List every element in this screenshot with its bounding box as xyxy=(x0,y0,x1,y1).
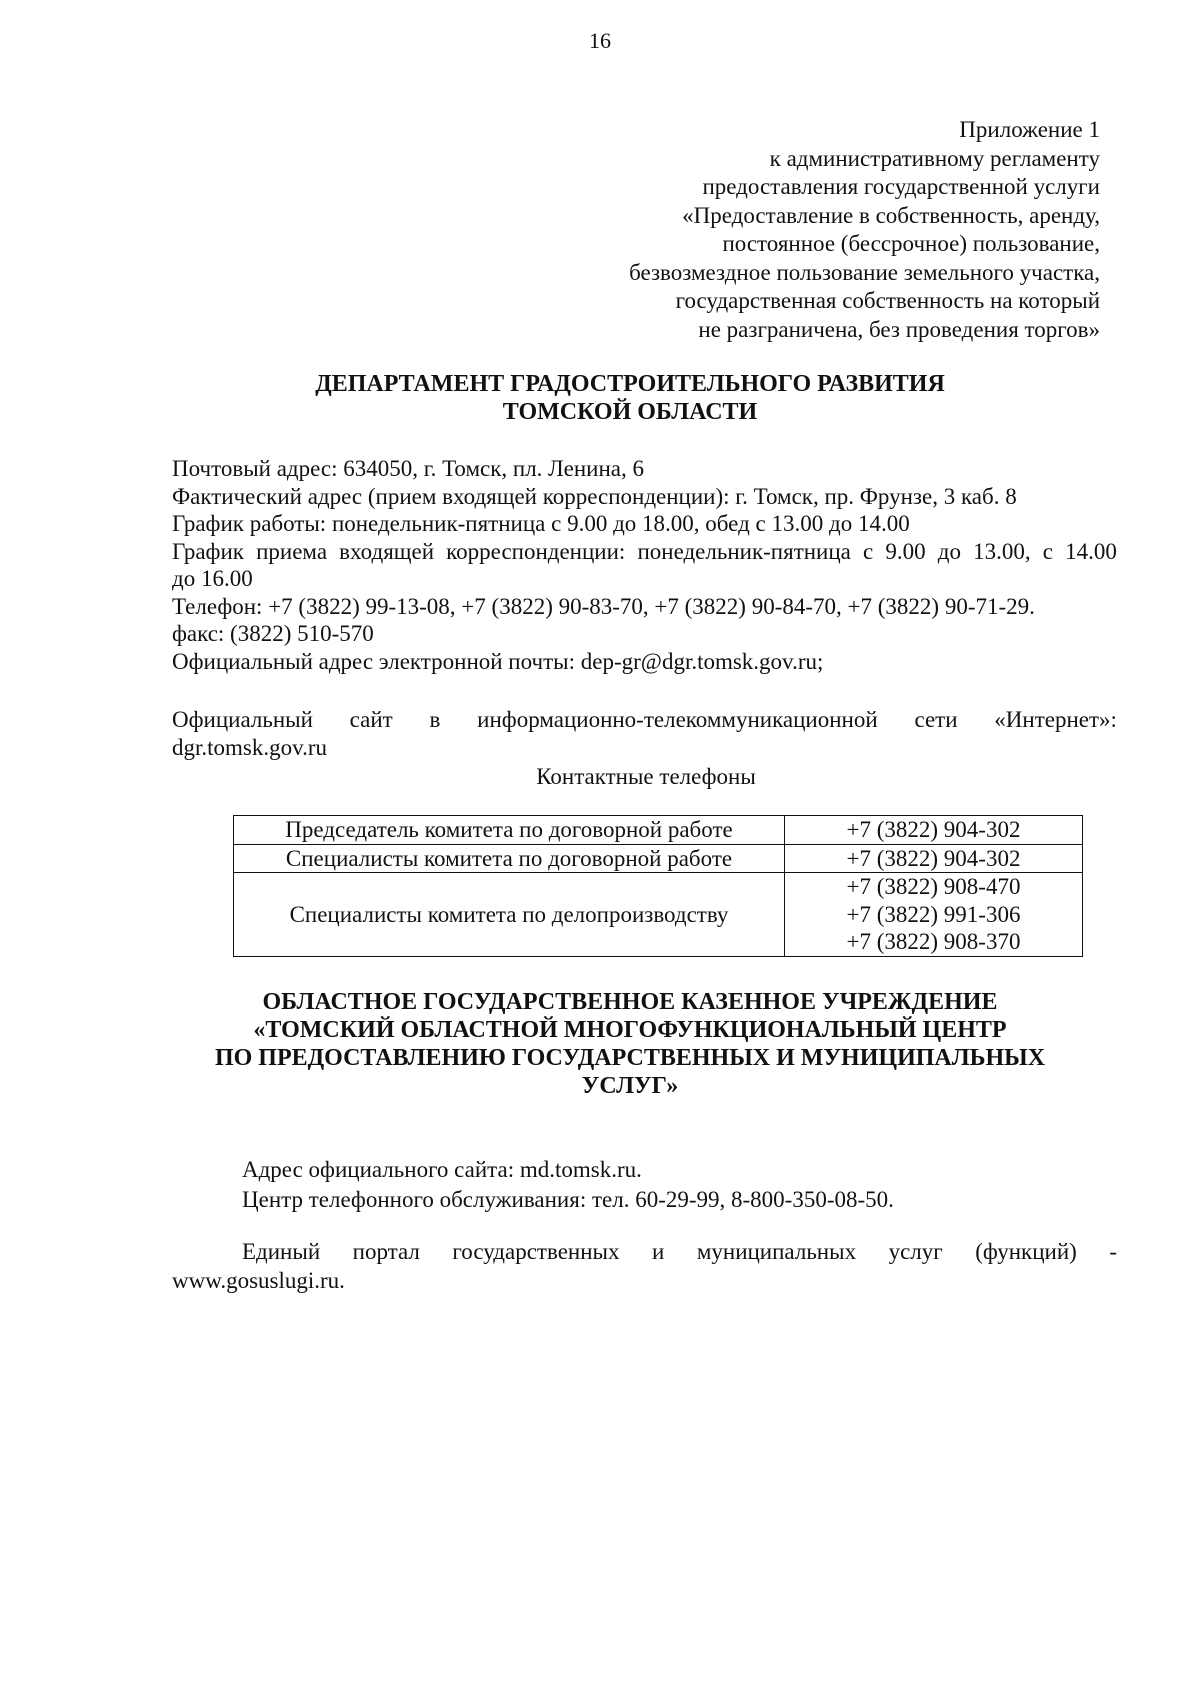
contact-name: Специалисты комитета по договорной работе xyxy=(234,844,785,873)
table-row xyxy=(234,873,1083,957)
contact-phone: +7 (3822) 904-302 xyxy=(785,844,1083,873)
department-fax: факс: (3822) 510-570 xyxy=(172,621,374,646)
appendix-line: «Предоставление в собственность, аренду, xyxy=(682,202,1100,228)
appendix-line: не разграничена, без проведения торгов» xyxy=(698,316,1100,342)
reception-word: 13.00, xyxy=(973,538,1031,564)
portal-url: www.gosuslugi.ru. xyxy=(172,1268,345,1293)
department-title-line: ТОМСКОЙ ОБЛАСТИ xyxy=(502,399,758,425)
reception-word: до xyxy=(937,538,961,564)
website-word: Официальный xyxy=(172,707,313,732)
portal-word: Единый xyxy=(242,1239,321,1264)
contacts-table xyxy=(233,815,1083,957)
website-url: dgr.tomsk.gov.ru xyxy=(172,735,328,760)
portal-word: услуг xyxy=(888,1239,943,1264)
table-row xyxy=(234,844,1083,873)
contact-name: Специалисты комитета по делопроизводству xyxy=(234,873,785,957)
mfc-title xyxy=(130,988,1130,1100)
portal-line xyxy=(172,1237,1117,1266)
contact-phone: +7 (3822) 991-306 xyxy=(846,901,1021,927)
mfc-title-line: ПО ПРЕДОСТАВЛЕНИЮ ГОСУДАРСТВЕННЫХ И МУНИЦИПАЛЬНЫХ xyxy=(214,1045,1046,1071)
mfc-call-center: Центр телефонного обслуживания: тел. 60-29-99, 8-800-350-08-50. xyxy=(242,1187,894,1212)
portal-word: государственных xyxy=(452,1239,620,1264)
contact-name: Председатель комитета по договорной работе xyxy=(234,816,785,845)
appendix-line: к административному регламенту xyxy=(769,145,1100,171)
department-email: Официальный адрес электронной почты: dep-gr@dgr.tomsk.gov.ru; xyxy=(172,648,824,674)
contact-phone: +7 (3822) 908-370 xyxy=(846,929,1021,954)
appendix-line: Приложение 1 xyxy=(959,117,1100,142)
website-word: информационно-телекоммуникационной xyxy=(477,707,878,732)
work-schedule: График работы: понедельник-пятница с 9.00 до 18.00, обед с 13.00 до 14.00 xyxy=(172,511,910,536)
page-number: 16 xyxy=(589,28,611,53)
reception-word: с xyxy=(1042,538,1053,564)
gosuslugi-portal xyxy=(172,1237,1117,1295)
mfc-title-line: «ТОМСКИЙ ОБЛАСТНОЙ МНОГОФУНКЦИОНАЛЬНЫЙ ЦЕНТР xyxy=(253,1017,1007,1043)
website-word: сети xyxy=(914,707,958,732)
website-word: в xyxy=(429,707,441,732)
appendix-line: государственная собственность на который xyxy=(675,288,1100,313)
appendix-header xyxy=(400,116,1100,344)
reception-word: График xyxy=(172,538,244,564)
department-website xyxy=(172,706,1117,762)
reception-word: приема xyxy=(256,538,328,564)
mfc-title-line: УСЛУГ» xyxy=(581,1073,679,1099)
website-line xyxy=(172,706,1117,734)
portal-word: - xyxy=(1109,1239,1117,1264)
contact-phone: +7 (3822) 908-470 xyxy=(846,874,1021,899)
website-word: «Интернет»: xyxy=(994,707,1117,732)
reception-word: 9.00 xyxy=(885,538,926,564)
contact-phone: +7 (3822) 904-302 xyxy=(785,816,1083,845)
reception-word: входящей xyxy=(339,538,435,564)
portal-word: (функций) xyxy=(975,1239,1077,1264)
department-phones: Телефон: +7 (3822) 99-13-08, +7 (3822) 90-83-70, +7 (3822) 90-84-70, +7 (3822) 90-71-29. xyxy=(172,593,1035,619)
portal-word: портал xyxy=(352,1239,420,1264)
reception-schedule-tail: до 16.00 xyxy=(172,566,253,591)
reception-word: 14.00 xyxy=(1065,538,1117,564)
postal-address: Почтовый адрес: 634050, г. Томск, пл. Ленина, 6 xyxy=(172,456,644,481)
department-title-line: ДЕПАРТАМЕНТ ГРАДОСТРОИТЕЛЬНОГО РАЗВИТИЯ xyxy=(315,371,945,397)
appendix-line: безвозмездное пользование земельного участка, xyxy=(629,259,1100,285)
contact-phones xyxy=(785,873,1083,957)
portal-word: муниципальных xyxy=(696,1239,857,1264)
portal-word: и xyxy=(652,1239,665,1264)
reception-schedule xyxy=(172,538,1117,566)
website-word: сайт xyxy=(349,707,393,732)
mfc-site: Адрес официального сайта: md.tomsk.ru. xyxy=(242,1157,642,1182)
actual-address: Фактический адрес (прием входящей корреспонденции): г. Томск, пр. Фрунзе, 3 каб. 8 xyxy=(172,483,1017,509)
mfc-title-line: ОБЛАСТНОЕ ГОСУДАРСТВЕННОЕ КАЗЕННОЕ УЧРЕЖДЕНИЕ xyxy=(262,989,998,1015)
table-row xyxy=(234,816,1083,845)
reception-word: понедельник-пятница xyxy=(637,538,851,564)
contacts-table-title: Контактные телефоны xyxy=(536,764,756,789)
appendix-line: предоставления государственной услуги xyxy=(702,174,1100,199)
appendix-line: постоянное (бессрочное) пользование, xyxy=(722,231,1100,256)
reception-word: с xyxy=(863,538,874,564)
reception-word: корреспонденции: xyxy=(446,538,626,564)
mfc-contacts xyxy=(242,1155,1117,1215)
department-title xyxy=(130,370,1130,426)
department-contacts xyxy=(172,455,1117,675)
